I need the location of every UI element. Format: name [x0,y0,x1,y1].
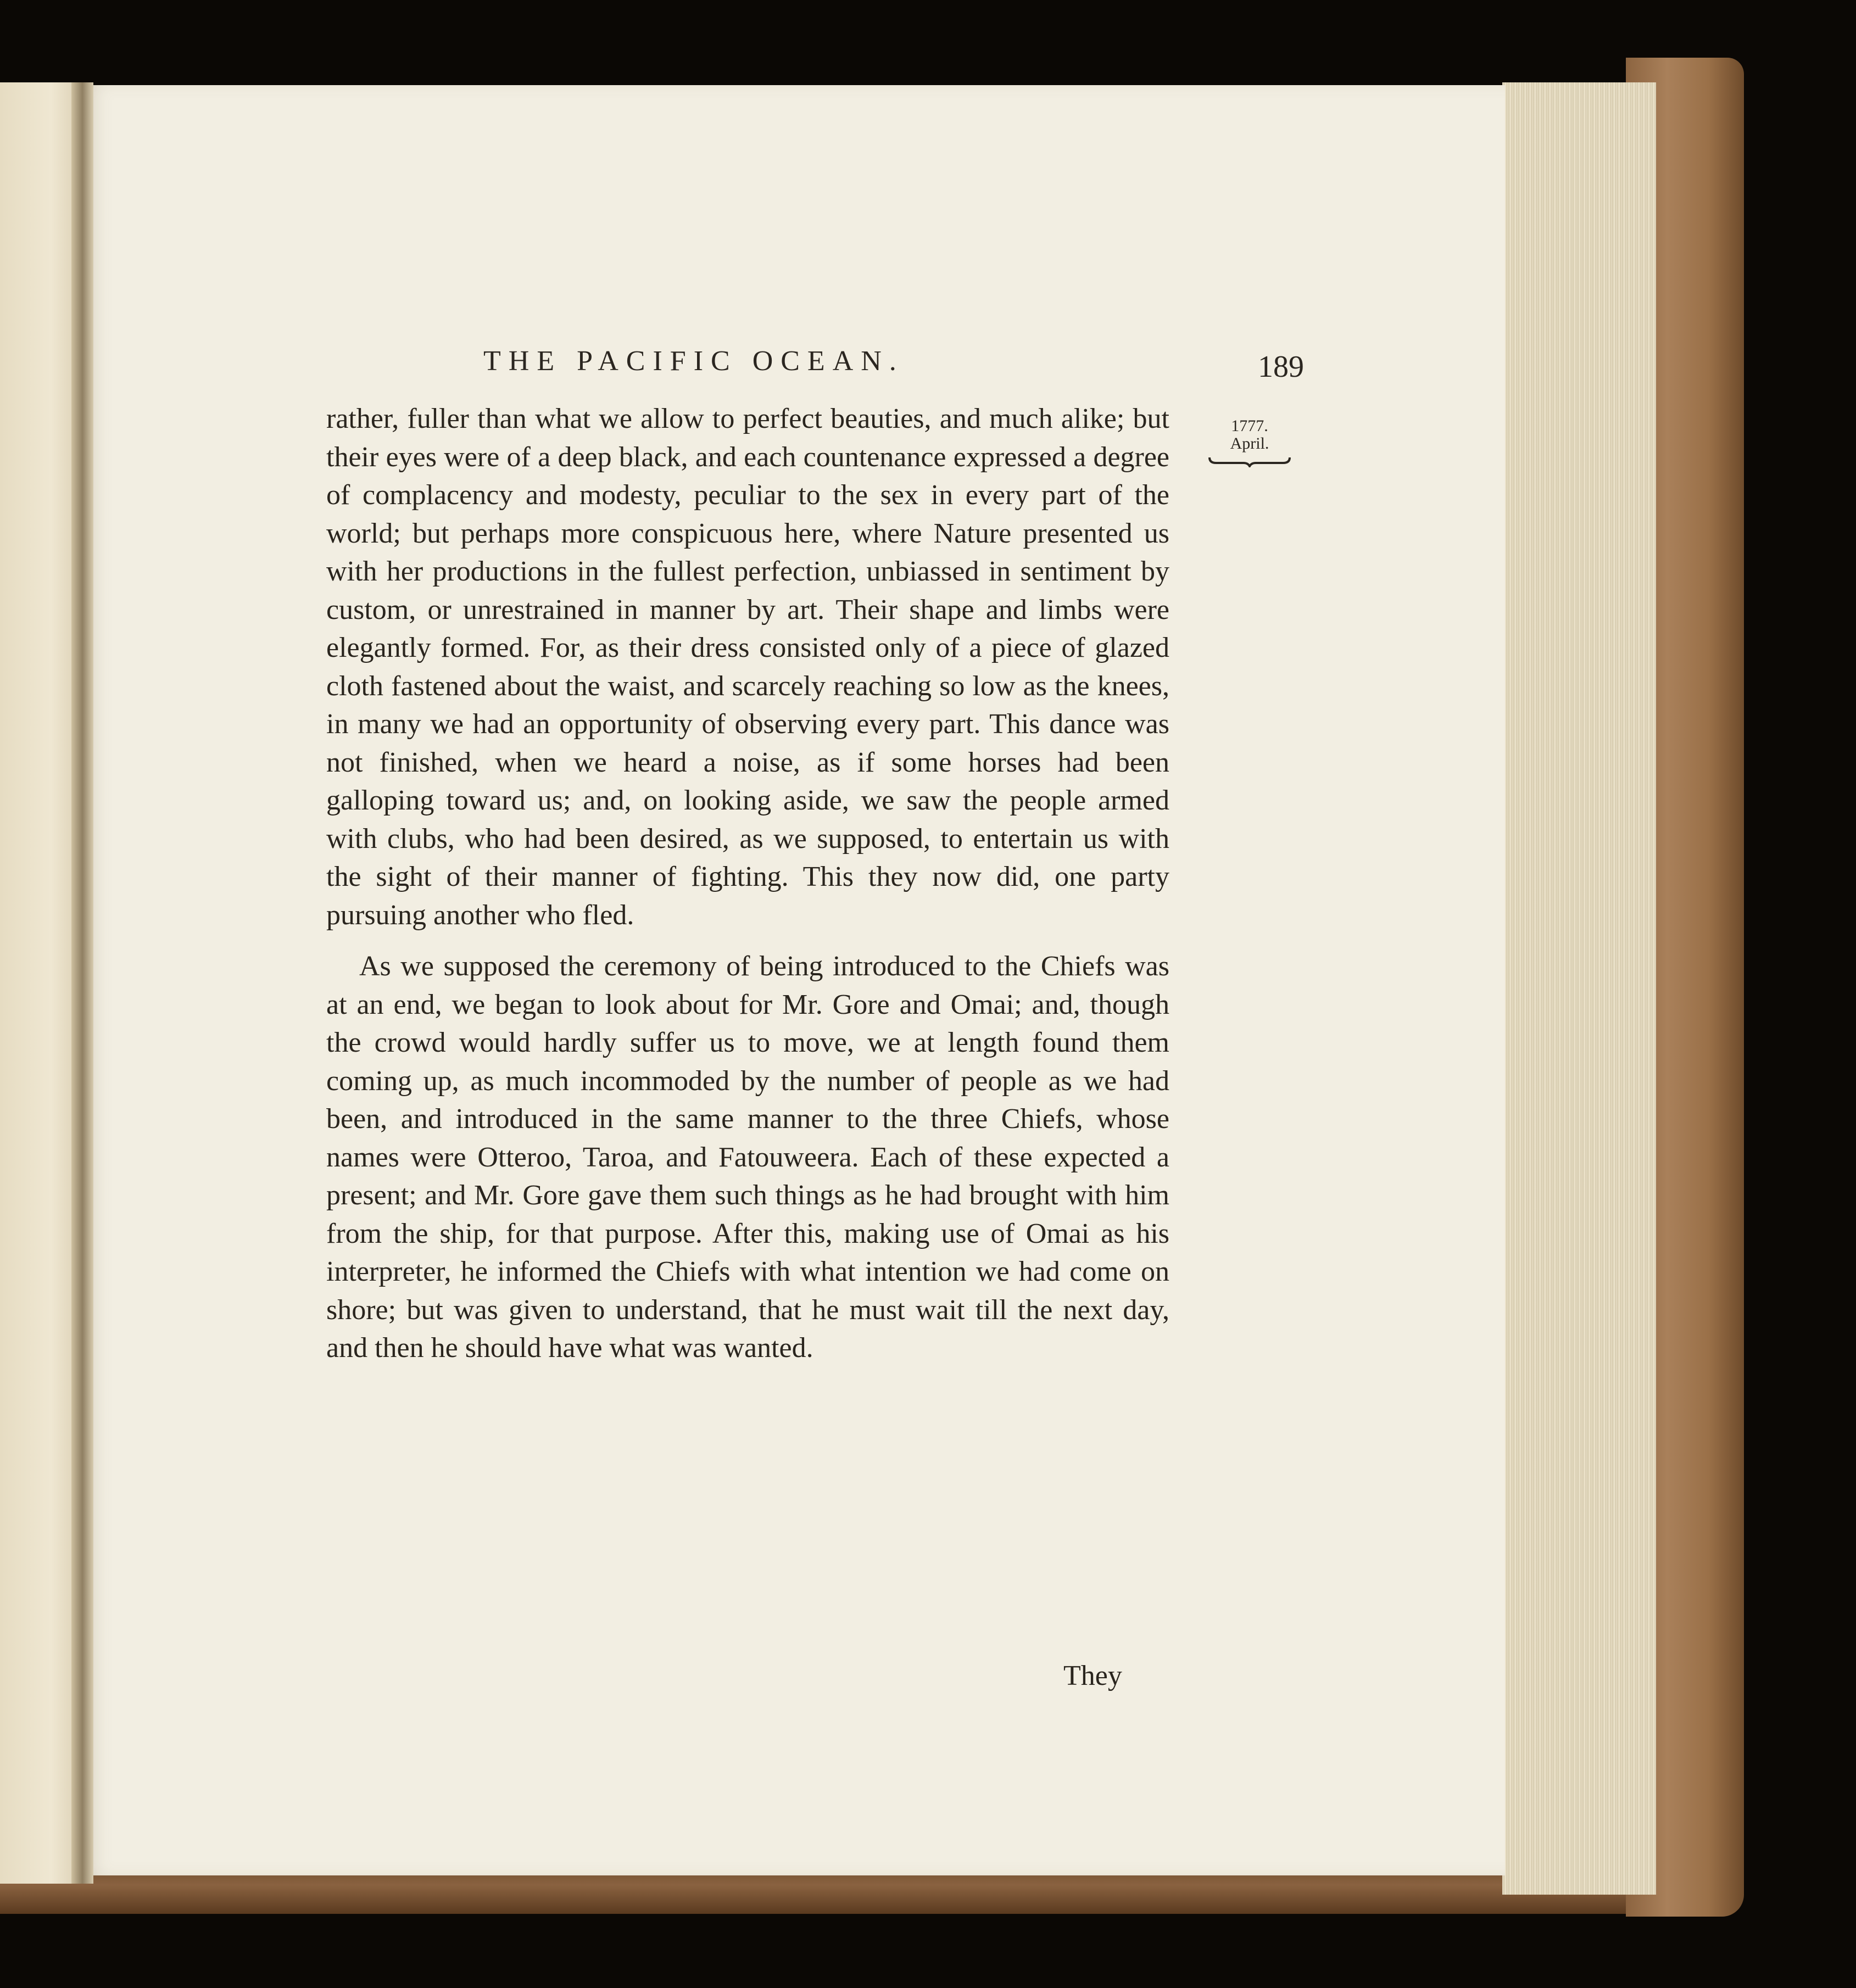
paragraph: rather, fuller than what we allow to perfect beauties, and much alike; but their eyes were of a deep black, and each countenance expressed a degree of complacency and modesty, peculiar to the sex in every part of the world; but perhaps more conspicuous here, where Nature presented us with her productions in the fullest perfection, unbiassed in sentiment by custom, or unrestrained in manner by art. Their shape and limbs were elegantly formed. For, as their dress consisted only of a piece of glazed cloth fastened about the waist, and scarcely reaching so low as the knees, in many we had an opportunity of observing every part. This dance was not finished, when we heard a noise, as if some horses had been galloping toward us; and, on looking aside, we saw the people armed with clubs, who had been desired, as we supposed, to entertain us with the sight of their manner of fighting. This they now did, one party pursuing another who fled. [326,403,1169,931]
body-text [326,400,1169,1367]
catchword: They [1063,1660,1122,1691]
running-head: THE PACIFIC OCEAN. [483,345,904,377]
brace-icon [1208,455,1291,467]
margin-note [1206,417,1294,467]
margin-note-month: April. [1230,434,1269,453]
margin-note-year: 1777. [1231,417,1268,435]
paragraph: As we supposed the ceremony of being introduced to the Chiefs was at an end, we began to look about for Mr. Gore and Omai; and, though the crowd would hardly suffer us to move, we at length found them coming up, as much incommoded by the number of people as we had been, and introduced in the same manner to the three Chiefs, whose names were Otteroo, Taroa, and Fatouweera. Each of these expected a present; and Mr. Gore gave them such things as he had brought with him from the ship, for that purpose. After this, making use of Omai as his interpreter, he informed the Chiefs with what intention we had come on shore; but was given to understand, that he must wait till the next day, and then he should have what was wanted. [326,951,1169,1364]
book-gutter [71,82,93,1884]
page-number: 189 [1258,350,1304,384]
page-edges [1502,82,1656,1895]
